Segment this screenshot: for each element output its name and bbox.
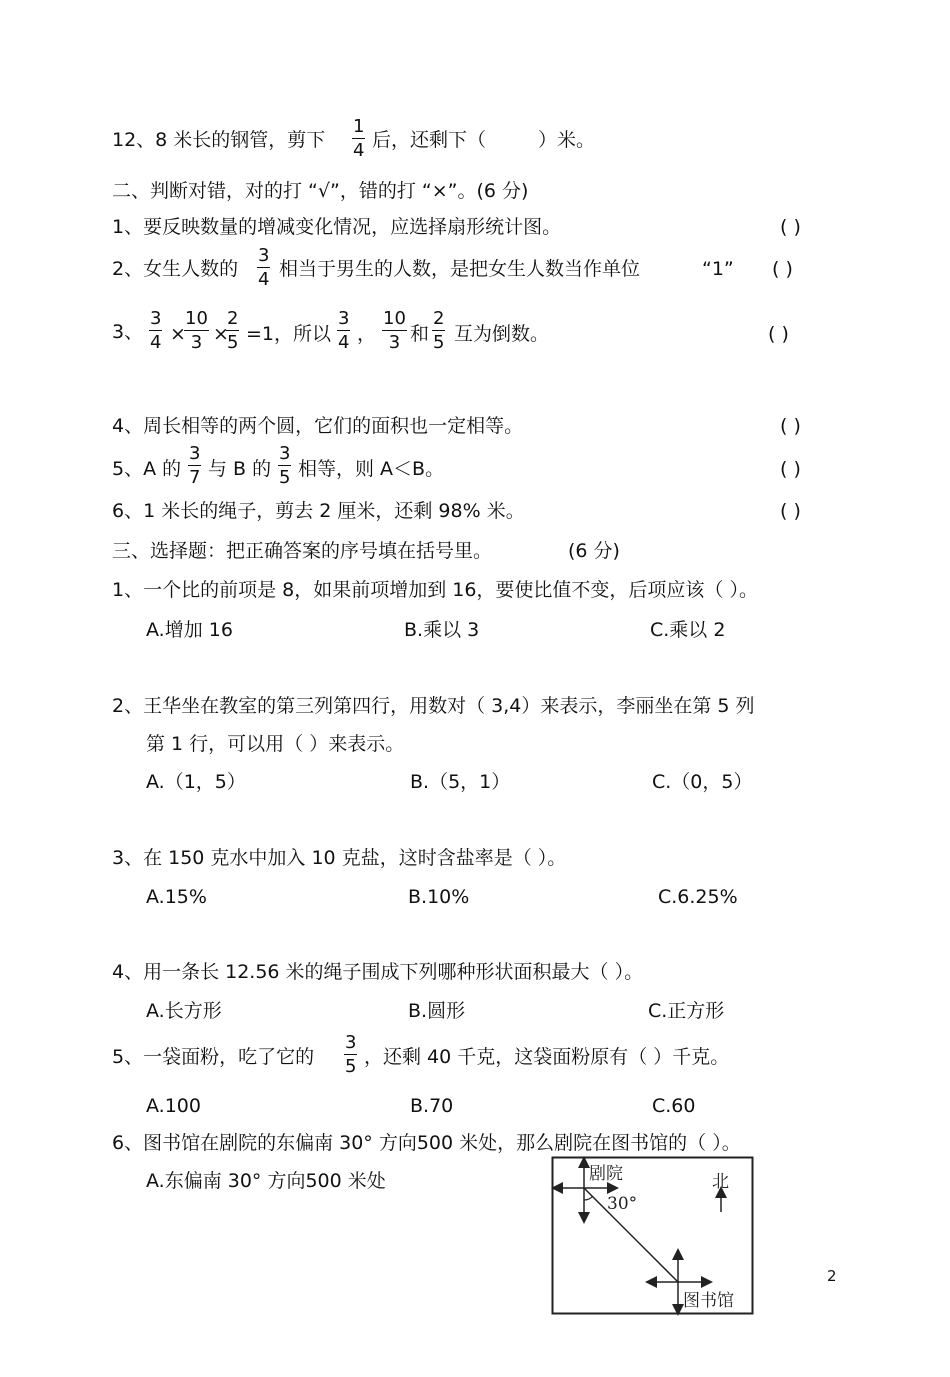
s3-q4-stem: 4、用一条长 12.56 米的绳子围成下列哪种形状面积最大（ ）。 (112, 961, 644, 983)
north-label: 北 (712, 1172, 729, 1192)
s2-q4: 4、周长相等的两个圆，它们的面积也一定相等。 (112, 415, 524, 437)
s2-q2-answer-blank[interactable]: ( ) (772, 258, 793, 280)
s3-q3-option-c[interactable]: C.6.25% (658, 886, 738, 908)
fraction-numerator: 3 (338, 308, 350, 329)
s3-q4-option-b[interactable]: B.圆形 (408, 1000, 466, 1022)
s2-q3-fraction-6 (432, 310, 445, 352)
s2-q3-op1: × (170, 323, 186, 345)
fraction-numerator: 10 (185, 308, 208, 329)
fraction-numerator: 2 (433, 308, 445, 329)
section3-header: 三、选择题：把正确答案的序号填在括号里。 (112, 540, 493, 562)
s2-q5-text-c: 相等，则 A＜B。 (298, 458, 445, 480)
s2-q3-fraction-5 (382, 310, 407, 352)
fraction-numerator: 1 (353, 116, 365, 137)
fraction-denominator: 3 (388, 332, 401, 353)
theater-label: 剧院 (589, 1164, 623, 1184)
s2-q3-fraction-3 (226, 310, 239, 352)
section2-header: 二、判断对错，对的打 “√”，错的打 “×”。(6 分) (112, 180, 529, 202)
s3-q3-option-a[interactable]: A.15% (146, 886, 207, 908)
s2-q5-answer-blank[interactable]: ( ) (780, 458, 801, 480)
fraction-denominator: 5 (345, 1056, 357, 1077)
s3-q1-option-a[interactable]: A.增加 16 (146, 619, 233, 641)
s3-q1-option-c[interactable]: C.乘以 2 (650, 619, 726, 641)
s2-q5-fraction-2 (278, 445, 291, 487)
s3-q5-text-b: ，还剩 40 千克，这袋面粉原有（ ）千克。 (364, 1046, 730, 1068)
s3-q2-option-b[interactable]: B.（5，1） (410, 771, 511, 793)
fraction-numerator: 3 (150, 308, 162, 329)
fraction-numerator: 2 (227, 308, 239, 329)
q12-text-a: 12、8 米长的钢管，剪下 (112, 129, 326, 151)
fraction-numerator: 10 (383, 308, 406, 329)
s3-q5-text-a: 5、一袋面粉，吃了它的 (112, 1046, 315, 1068)
fraction-denominator: 5 (279, 467, 291, 488)
s2-q3-and: 和 (410, 323, 430, 345)
fraction-denominator: 4 (150, 332, 162, 353)
s3-q5-option-c[interactable]: C.60 (652, 1095, 696, 1117)
s2-q1: 1、要反映数量的增减变化情况，应选择扇形统计图。 (112, 216, 562, 238)
s3-q5-option-b[interactable]: B.70 (410, 1095, 454, 1117)
fraction-numerator: 3 (345, 1032, 357, 1053)
fraction-denominator: 5 (433, 332, 445, 353)
fraction-denominator: 3 (190, 332, 203, 353)
s2-q3-tail: 互为倒数。 (454, 323, 550, 345)
s3-q6-stem: 6、图书馆在剧院的东偏南 30° 方向500 米处，那么剧院在图书馆的（ ）。 (112, 1132, 741, 1154)
s2-q3-answer-blank[interactable]: ( ) (768, 323, 789, 345)
direction-diagram (551, 1156, 755, 1316)
section3-score: (6 分) (568, 540, 620, 562)
s3-q6-option-a[interactable]: A.东偏南 30° 方向500 米处 (146, 1170, 386, 1192)
s2-q3-number: 3、 (112, 321, 144, 343)
s2-q1-answer-blank[interactable]: ( ) (780, 216, 801, 238)
s3-q4-option-a[interactable]: A.长方形 (146, 1000, 222, 1022)
s2-q6-answer-blank[interactable]: ( ) (780, 500, 801, 522)
s2-q2-text-b: 相当于男生的人数，是把女生人数当作单位 (279, 258, 641, 280)
fraction-denominator: 4 (338, 332, 350, 353)
s3-q1-stem: 1、一个比的前项是 8，如果前项增加到 16，要使比值不变，后项应该（ ）。 (112, 579, 758, 601)
s3-q2-stem-line1: 2、王华坐在教室的第三列第四行，用数对（ 3,4）来表示，李丽坐在第 5 列 (112, 695, 755, 717)
fraction-numerator: 3 (258, 245, 270, 266)
angle-label: 30° (607, 1194, 638, 1214)
s2-q3-fraction-1 (149, 310, 162, 352)
page-number: 2 (827, 1267, 837, 1285)
s2-q3-fraction-2 (184, 310, 209, 352)
s2-q6: 6、1 米长的绳子，剪去 2 厘米，还剩 98% 米。 (112, 500, 525, 522)
s3-q5-option-a[interactable]: A.100 (146, 1095, 201, 1117)
fraction-denominator: 5 (227, 332, 239, 353)
s2-q5-fraction-1 (188, 445, 201, 487)
s3-q4-option-c[interactable]: C.正方形 (648, 1000, 725, 1022)
s3-q3-stem: 3、在 150 克水中加入 10 克盐，这时含盐率是（ ）。 (112, 847, 567, 869)
s2-q5-text-b: 与 B 的 (208, 458, 272, 480)
s2-q3-op2: × (213, 323, 229, 345)
fraction-denominator: 4 (353, 140, 365, 161)
q12-text-b: 后，还剩下（ (372, 129, 487, 151)
s2-q2-text-a: 2、女生人数的 (112, 258, 239, 280)
s2-q3-comma: ， (357, 323, 377, 345)
fraction-denominator: 7 (189, 467, 201, 488)
s2-q3-equals: =1，所以 (246, 323, 332, 345)
s2-q2-text-c: “1” (702, 258, 734, 280)
s3-q2-option-c[interactable]: C.（0，5） (652, 771, 753, 793)
s2-q3-fraction-4 (337, 310, 350, 352)
s3-q3-option-b[interactable]: B.10% (408, 886, 470, 908)
s2-q2-fraction (257, 247, 270, 289)
q12-text-c: ）米。 (538, 129, 596, 151)
fraction-denominator: 4 (258, 269, 270, 290)
q12-fraction (352, 118, 365, 160)
s2-q5-text-a: 5、A 的 (112, 458, 182, 480)
library-label: 图书馆 (683, 1291, 734, 1311)
s3-q2-stem-line2: 第 1 行，可以用（ ）来表示。 (146, 733, 405, 755)
s3-q1-option-b[interactable]: B.乘以 3 (404, 619, 480, 641)
s2-q4-answer-blank[interactable]: ( ) (780, 415, 801, 437)
fraction-numerator: 3 (189, 443, 201, 464)
fraction-numerator: 3 (279, 443, 291, 464)
s3-q5-fraction (344, 1034, 357, 1076)
s3-q2-option-a[interactable]: A.（1，5） (146, 771, 246, 793)
